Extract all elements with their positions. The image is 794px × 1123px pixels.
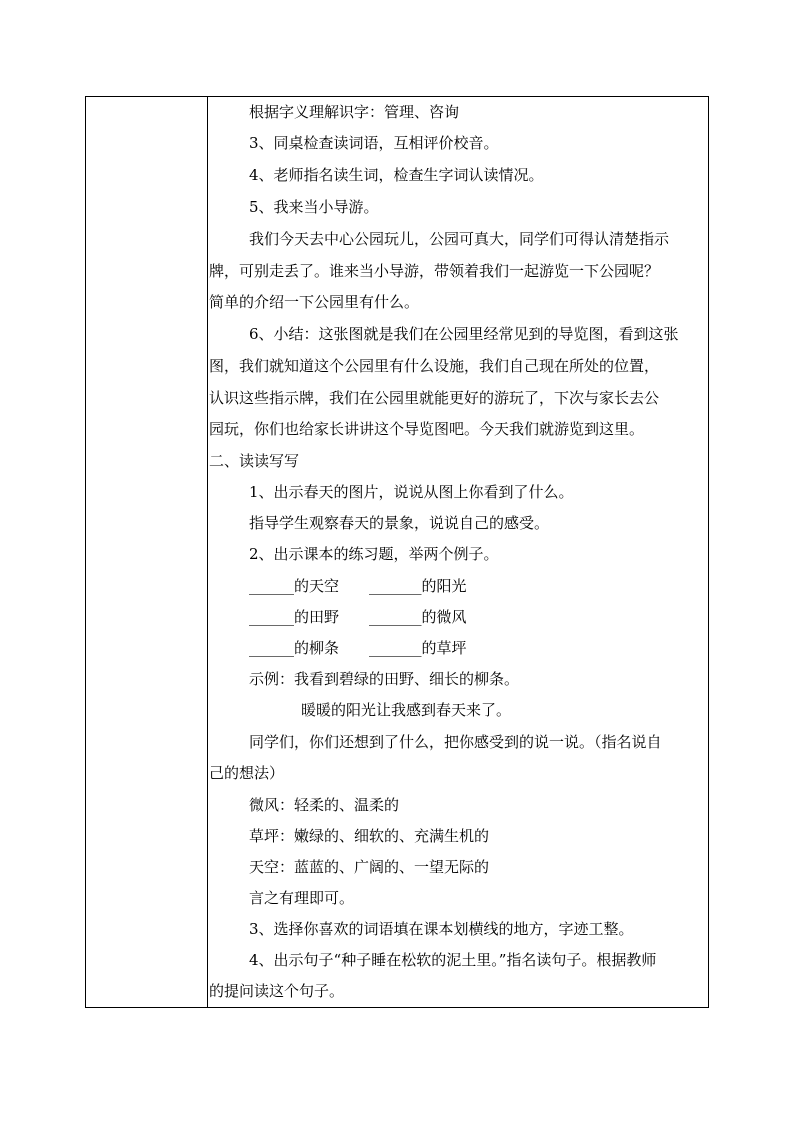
column-divider — [207, 97, 208, 1007]
left-column-cell — [86, 97, 207, 1007]
text-line: 2、出示课本的练习题，举两个例子。 — [249, 545, 499, 563]
text-line: 4、出示句子“种子睡在松软的泥土里。”指名读句子。根据教师 — [249, 951, 657, 969]
text-line: 认识这些指示牌，我们在公园里就能更好的游玩了，下次与家长去公 — [209, 389, 660, 407]
text-line: 言之有理即可。 — [249, 889, 355, 907]
lesson-content-cell — [209, 97, 704, 1007]
text-line: 微风：轻柔的、温柔的 — [249, 796, 400, 814]
text-line: 3、选择你喜欢的词语填在课本划横线的地方，字迹工整。 — [249, 920, 634, 938]
exercise-line: ______的田野 _______的微风 — [249, 608, 467, 626]
lesson-table — [85, 96, 709, 1008]
exercise-line: ______的柳条 _______的草坪 — [249, 639, 467, 657]
text-line: 己的想法） — [209, 764, 285, 782]
text-line: 1、出示春天的图片，说说从图上你看到了什么。 — [249, 483, 574, 501]
text-line: 指导学生观察春天的景象，说说自己的感受。 — [249, 514, 550, 532]
text-line: 5、我来当小导游。 — [249, 198, 379, 216]
text-line: 3、同桌检查读词语，互相评价校音。 — [249, 134, 499, 152]
exercise-line: ______的天空 _______的阳光 — [249, 577, 467, 595]
text-line: 同学们，你们还想到了什么，把你感受到的说一说。（指名说自 — [249, 733, 662, 751]
text-line: 我们今天去中心公园玩儿，公园可真大，同学们可得认清楚指示 — [249, 230, 670, 248]
text-line: 根据字义理解识字：管理、咨询 — [249, 103, 460, 121]
text-line: 草坪：嫩绿的、细软的、充满生机的 — [249, 827, 490, 845]
text-line: 图，我们就知道这个公园里有什么设施，我们自己现在所处的位置， — [209, 357, 660, 375]
text-line: 暖暖的阳光让我感到春天来了。 — [301, 701, 512, 719]
text-line: 的提问读这个句子。 — [209, 982, 345, 1000]
section-heading: 二、读读写写 — [209, 452, 300, 470]
text-line: 示例：我看到碧绿的田野、细长的柳条。 — [249, 670, 520, 688]
text-line: 天空：蓝蓝的、广阔的、一望无际的 — [249, 858, 490, 876]
text-line: 简单的介绍一下公园里有什么。 — [209, 293, 420, 311]
text-line: 6、小结：这张图就是我们在公园里经常见到的导览图，看到这张 — [249, 325, 679, 343]
text-line: 牌，可别走丢了。谁来当小导游，带领着我们一起游览一下公园呢？ — [209, 262, 660, 280]
text-line: 4、老师指名读生词，检查生字词认读情况。 — [249, 166, 544, 184]
text-line: 园玩，你们也给家长讲讲这个导览图吧。今天我们就游览到这里。 — [209, 420, 645, 438]
